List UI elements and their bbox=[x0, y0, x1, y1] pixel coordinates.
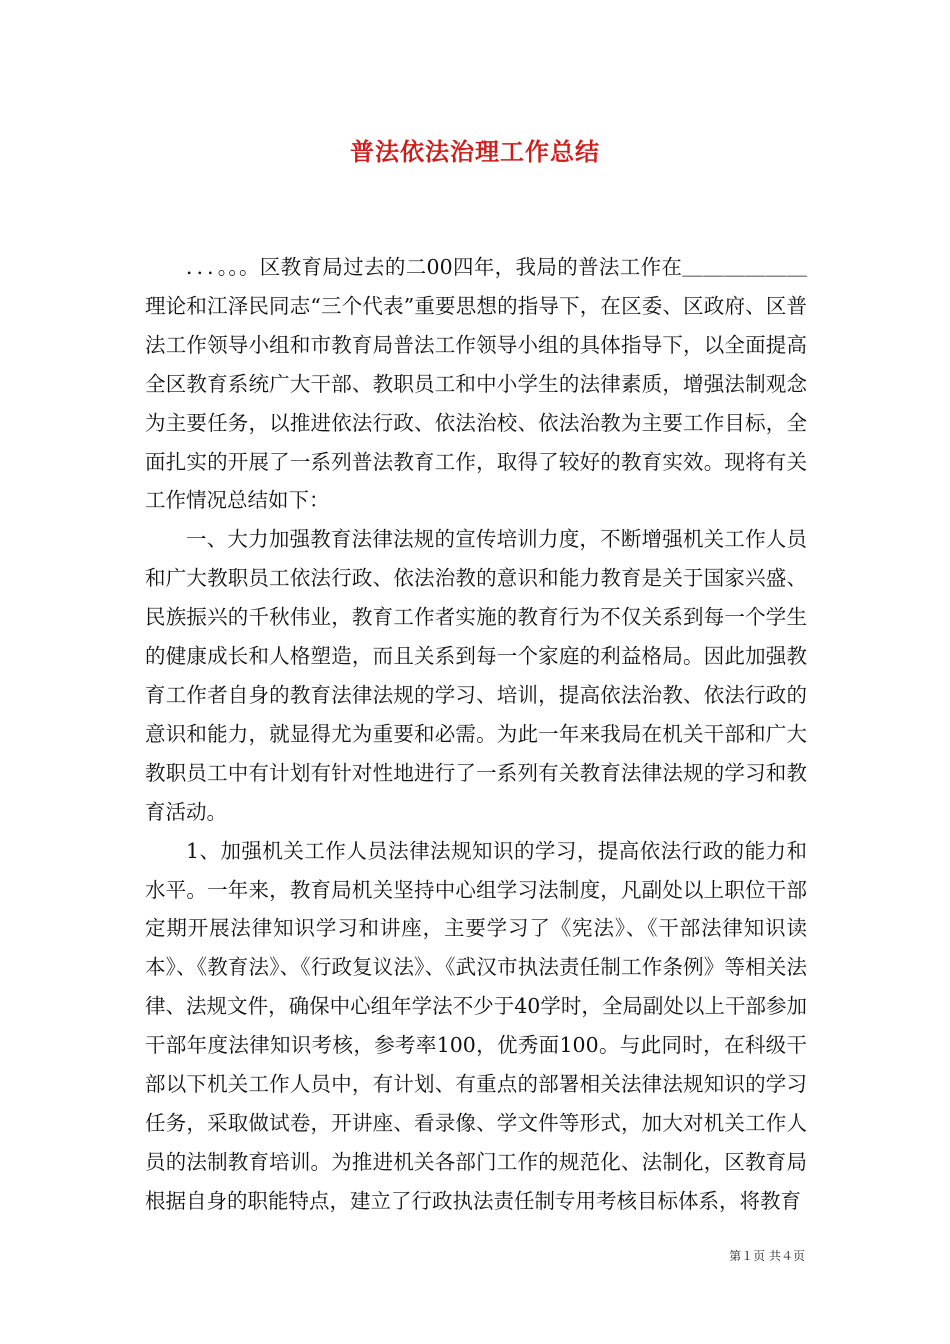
document-body bbox=[145, 248, 807, 1221]
document-title: 普法依法治理工作总结 bbox=[350, 137, 600, 166]
paragraph-section-one: 一、大力加强教育法律法规的宣传培训力度，不断增强机关工作人员和广大教职员工依法行政、依法治教的意识和能力教育是关于国家兴盛、民族振兴的千秋伟业，教育工作者实施的教育行为不仅关系到每一个学生的健康成长和人格塑造，而且关系到每一个家庭的利益格局。因此加强教育工作者自身的教育法律法规的学习、培训，提高依法治教、依法行政的意识和能力，就显得尤为重要和必需。为此一年来我局在机关干部和广大教职员工中有计划有针对性地进行了一系列有关教育法律法规的学习和教育活动。 bbox=[145, 527, 807, 824]
paragraph-item-one: 1、加强机关工作人员法律法规知识的学习，提高依法行政的能力和水平。一年来，教育局机关坚持中心组学习法制度，凡副处以上职位干部定期开展法律知识学习和讲座，主要学习了《宪法》、《干部法律知识读本》、《教育法》、《行政复议法》、《武汉市执法责任制工作条例》等相关法律、法规文件，确保中心组年学法不少于40学时，全局副处以上干部参加干部年度法律知识考核，参考率100，优秀面100。与此同时，在科级干部以下机关工作人员中，有计划、有重点的部署相关法律法规知识的学习任务，采取做试卷，开讲座、看录像、学文件等形式，加大对机关工作人员的法制教育培训。为推进机关各部门工作的规范化、法制化，区教育局根据自身的职能特点，建立了行政执法责任制专用考核目标体系，将教育 bbox=[145, 838, 807, 1213]
paragraph-intro: ．．．。。。区教育局过去的二00四年，我局的普法工作在＿＿＿＿＿＿理论和江泽民同志“三个代表”重要思想的指导下，在区委、区政府、区普法工作领导小组和市教育局普法工作领导小组的具体指导下，以全面提高全区教育系统广大干部、教职员工和中小学生的法律素质，增强法制观念为主要任务，以推进依法行政、依法治校、依法治教为主要工作目标，全面扎实的开展了一系列普法教育工作，取得了较好的教育实效。现将有关工作情况总结如下： bbox=[145, 255, 807, 513]
page-number: 第１页 共４页 bbox=[729, 1249, 805, 1263]
